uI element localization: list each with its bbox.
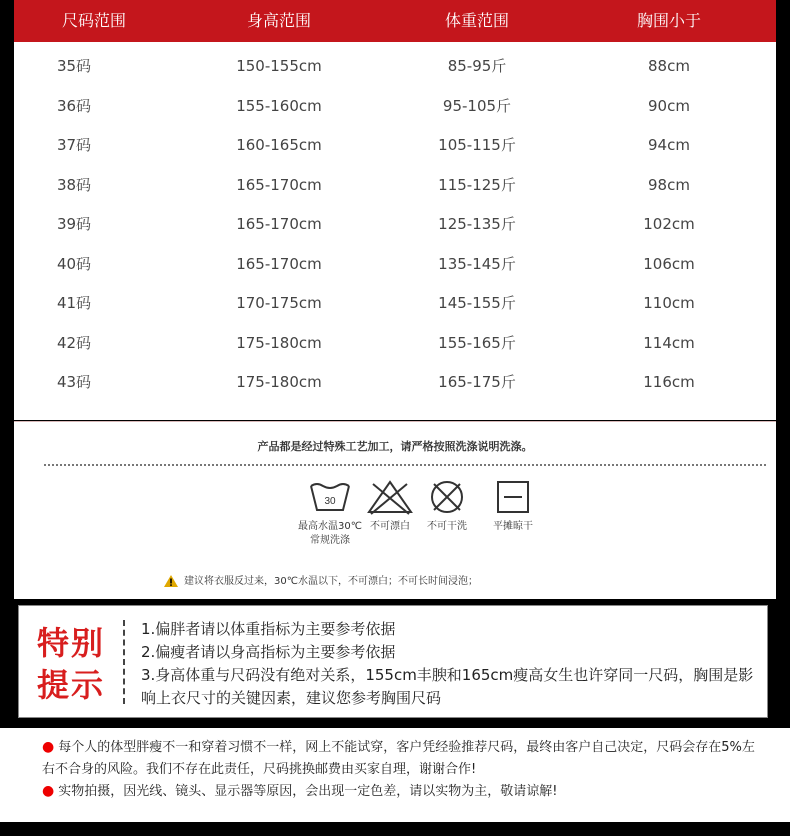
wash-30-icon (305, 478, 355, 516)
cell-height: 165-170cm (236, 254, 322, 273)
care-item-flat-dry (473, 478, 553, 534)
cell-height: 170-175cm (236, 294, 322, 312)
cell-bust: 98cm (648, 175, 690, 194)
wash-label-1: 最高水温30℃ (298, 521, 362, 532)
cell-bust: 102cm (643, 215, 695, 233)
cell-size: 42码 (56, 333, 92, 352)
header-height: 身高范围 (246, 11, 311, 30)
notice-line-1: 1.偏胖者请以体重指标为主要参考依据 (141, 620, 396, 638)
cell-size: 39码 (56, 215, 92, 233)
cell-bust: 110cm (643, 294, 695, 312)
cell-height: 175-180cm (236, 333, 322, 352)
cell-weight: 125-135斤 (438, 215, 516, 233)
cell-height: 150-155cm (236, 57, 322, 75)
cell-size: 41码 (56, 294, 92, 312)
bottom-notes (0, 728, 790, 822)
care-section (14, 421, 776, 599)
note-2-text: 实物拍摄，因光线、镜头、显示器等原因，会出现一定色差，请以实物为主，敬请谅解! (58, 784, 558, 799)
table-row (14, 323, 776, 363)
cell-size: 36码 (56, 96, 92, 115)
notice-divider (123, 620, 125, 704)
table-row (14, 165, 776, 205)
notice-line-2: 2.偏瘦者请以身高指标为主要参考依据 (141, 643, 396, 661)
cell-weight: 115-125斤 (438, 175, 516, 194)
cell-height: 165-170cm (236, 215, 322, 233)
dotted-divider (44, 464, 766, 466)
cell-size: 37码 (56, 136, 92, 154)
table-row (14, 283, 776, 323)
table-row (14, 125, 776, 165)
cell-weight: 95-105斤 (442, 96, 512, 115)
no-bleach-label: 不可漂白 (370, 521, 410, 532)
table-header (14, 0, 776, 42)
wash-label-2: 常规洗涤 (310, 535, 350, 546)
note-1 (42, 736, 758, 781)
cell-bust: 94cm (648, 136, 690, 154)
table-row (14, 362, 776, 402)
cell-size: 35码 (56, 57, 92, 75)
header-bust: 胸围小于 (636, 11, 701, 30)
cell-bust: 114cm (643, 333, 695, 352)
cell-size: 40码 (56, 254, 92, 273)
table-row (14, 46, 776, 86)
care-warning (164, 572, 478, 587)
table-row (14, 204, 776, 244)
no-dry-clean-label: 不可干洗 (427, 521, 467, 532)
header-size: 尺码范围 (61, 11, 126, 30)
cell-bust: 116cm (643, 373, 695, 391)
warning-icon (164, 575, 178, 587)
cell-height: 165-170cm (236, 175, 322, 194)
cell-bust: 88cm (648, 57, 690, 75)
special-notice (18, 605, 768, 718)
notice-title (27, 622, 115, 706)
table-row (14, 244, 776, 284)
flat-dry-icon (488, 478, 538, 516)
header-weight: 体重范围 (444, 11, 509, 30)
note-1-text: 每个人的体型胖瘦不一和穿着习惯不一样，网上不能试穿，客户凭经验推荐尺码，最终由客户自己决定，尺码会存在5%左右不合身的风险。我们不存在此责任，尺码挑换邮费由买家自理，谢谢合作! (42, 740, 755, 777)
cell-size: 38码 (56, 175, 92, 194)
cell-height: 175-180cm (236, 373, 322, 391)
cell-weight: 155-165斤 (438, 333, 516, 352)
cell-weight: 85-95斤 (447, 57, 507, 75)
cell-weight: 165-175斤 (438, 373, 516, 391)
notice-title-line1: 特别 (36, 624, 105, 662)
warning-text: 建议将衣服反过来，30℃水温以下，不可漂白；不可长时间浸泡； (184, 576, 478, 587)
no-dry-clean-icon (422, 478, 472, 516)
notice-line-3: 3.身高体重与尺码没有绝对关系，155cm丰腴和165cm瘦高女生也许穿同一尺码，胸围是影响上衣尺寸的关键因素，建议您参考胸围尺码 (141, 666, 754, 707)
cell-height: 160-165cm (236, 136, 322, 154)
size-table (14, 0, 776, 420)
cell-weight: 105-115斤 (438, 136, 516, 154)
notice-lines (141, 618, 761, 710)
bullet-icon: ● (42, 783, 55, 799)
cell-weight: 135-145斤 (438, 254, 516, 273)
cell-bust: 90cm (648, 96, 690, 115)
flat-dry-label: 平摊晾干 (493, 521, 533, 532)
cell-weight: 145-155斤 (438, 294, 516, 312)
note-2 (42, 780, 758, 803)
bullet-icon: ● (42, 739, 55, 755)
table-row (14, 86, 776, 126)
notice-title-line2: 提示 (36, 666, 105, 704)
cell-bust: 106cm (643, 254, 695, 273)
care-note: 产品都是经过特殊工艺加工，请严格按照洗涤说明洗涤。 (257, 440, 533, 453)
cell-size: 43码 (56, 373, 92, 391)
wash-temp-number: 30 (324, 496, 336, 507)
cell-height: 155-160cm (236, 96, 322, 115)
